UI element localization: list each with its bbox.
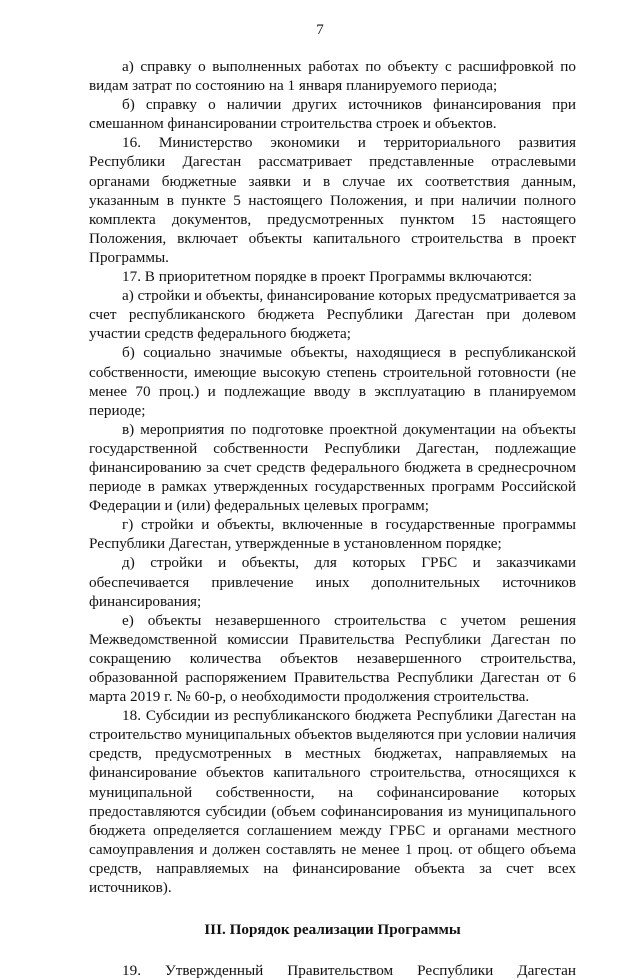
paragraph-18: 18. Субсидии из республиканского бюджета Республики Дагестан на строительство муниципальных объектов выделяются при условии наличия средств, предусмотренных в местных бюджетах, направляемых на финансирование объектов капитального строительства, относящихся к муниципальной собственности, на софинансирование которых предоставляются субсидии (объем софинансирования из муниципального бюджета определяется соглашением между ГРБС и органами местного самоуправления и должен составлять не менее 1 проц. от общего объема средств, направляемых на финансирование объекта за счет всех источников). [89,707,576,897]
section-heading: III. Порядок реализации Программы [204,921,461,939]
paragraph-19-word: Утвержденный [164,962,264,980]
paragraph-17d: д) стройки и объекты, для которых ГРБС и заказчиками обеспечивается привлечение иных дополнительных источников финансирования; [89,554,576,610]
paragraph-17b: б) социально значимые объекты, находящиеся в республиканской собственности, имеющие высокую степень строительной готовности (не менее 70 проц.) и подлежащие вводу в эксплуатацию в планируемом периоде; [89,344,576,419]
paragraph-19-word: Правительством [287,962,394,980]
paragraph-17: 17. В приоритетном порядке в проект Программы включаются: [122,268,533,286]
paragraph-16: 16. Министерство экономики и территориального развития Республики Дагестан рассматривает представленные отраслевыми органами бюджетные заявки и в случае их соответствия данным, указанным в пункте 5 настоящего Положения, и при наличии полного комплекта документов, предусмотренных пунктом 15 настоящего Положения, включает объекты капитального строительства в проект Программы. [89,134,576,266]
paragraph-19-word: Республики [417,962,494,980]
paragraph-17e: е) объекты незавершенного строительства с учетом решения Межведомственной комиссии Правительства Республики Дагестан по сокращению количества объектов незавершенного строительства, образованной распоряжением Правительства Республики Дагестан от 6 марта 2019 г. № 60-р, о необходимости продолжения строительства. [89,611,576,706]
paragraph-17g: г) стройки и объекты, включенные в государственные программы Республики Дагестан, утвержденные в установленном порядке; [89,516,576,553]
paragraph-1b: б) справку о наличии других источников финансирования при смешанном финансировании строительства строек и объектов. [89,96,576,133]
document-body [89,57,576,980]
page-number: 7 [316,22,324,38]
paragraph-19-word: 19. [122,962,141,980]
paragraph-17v: в) мероприятия по подготовке проектной документации на объекты государственной собственности Республики Дагестан, подлежащие финансированию за счет средств федерального бюджета в среднесрочном периоде в рамках утвержденных государственных программ Российской Федерации и (или) федеральных целевых программ; [89,420,576,515]
paragraph-19-start [89,961,576,980]
paragraph-19-word: Дагестан [517,962,576,980]
paragraph-17a: а) стройки и объекты, финансирование которых предусматривается за счет республиканского бюджета Республики Дагестан при долевом участии средств федерального бюджета; [89,287,576,343]
paragraph-1a: а) справку о выполненных работах по объекту с расшифровкой по видам затрат по состоянию на 1 января планируемого периода; [89,58,576,95]
